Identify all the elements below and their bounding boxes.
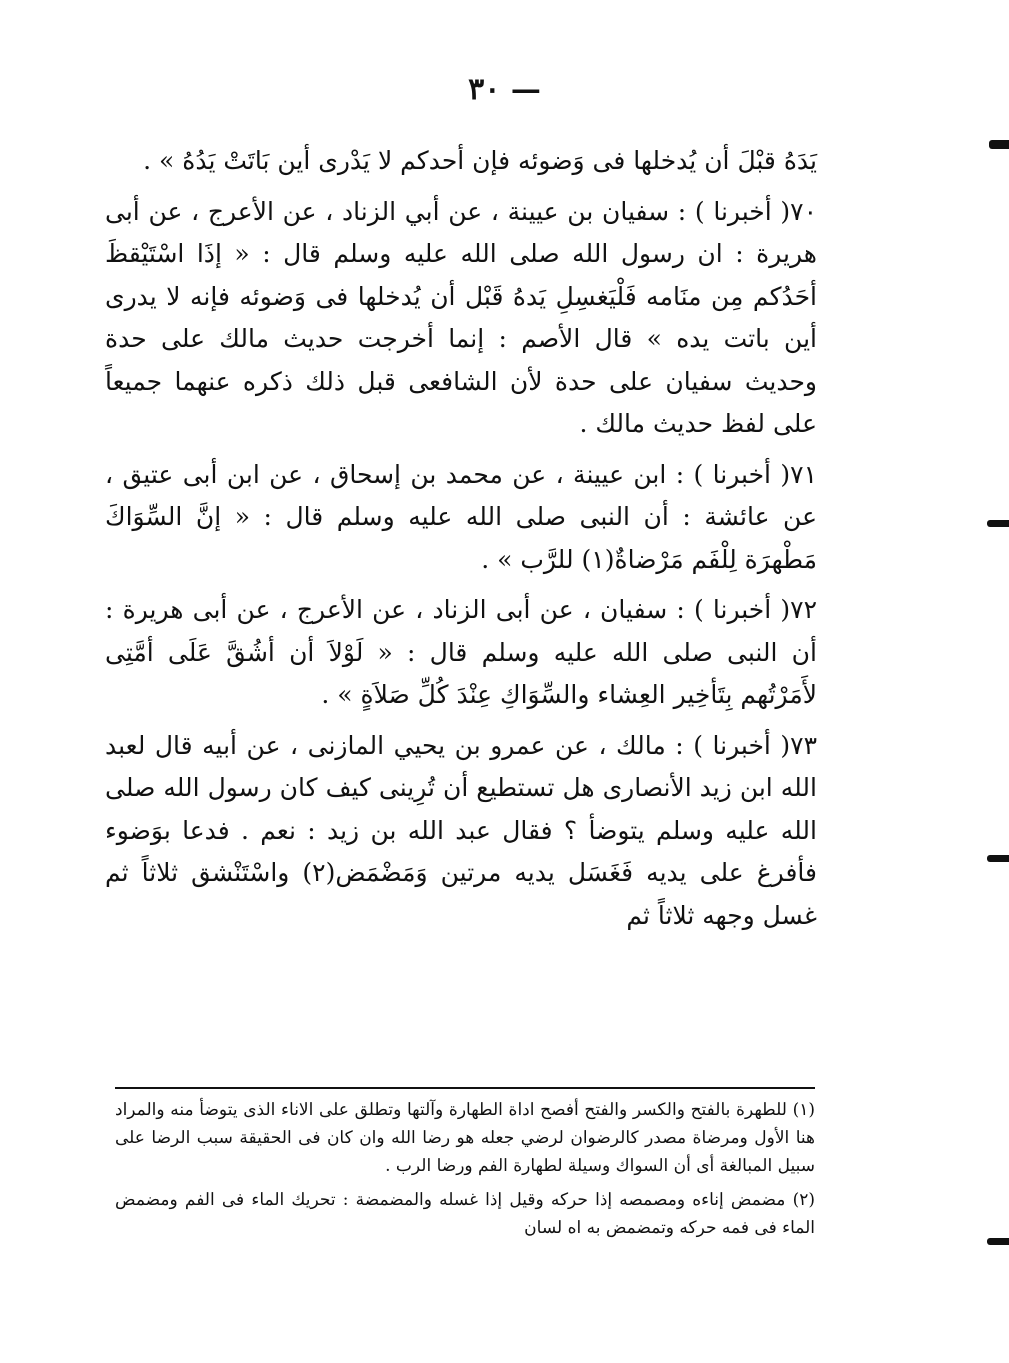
margin-mark <box>987 855 1009 862</box>
hadith-72: ٧٢( أخبرنا ) : سفيان ، عن أبى الزناد ، عن الأعرج ، عن أبى هريرة : أن النبى صلى الله عليه وسلم قال : « لَوْلاَ أن أشُقَّ عَلَى أمَّتِى لأَمَرْتُهم بِتَأخِير العِشاء والسِّوَاكِ عِنْدَ كُلِّ صَلاَةٍ » . <box>105 595 817 709</box>
margin-mark <box>987 520 1009 527</box>
footnote-divider <box>115 1087 815 1089</box>
hadith-71: ٧١( أخبرنا ) : ابن عيينة ، عن محمد بن إسحاق ، عن ابن أبى عتيق ، عن عائشة : أن النبى صلى الله عليه وسلم قال : « إنَّ السِّوَاكَ مَطْهرَة لِلْفَم مَرْضاةٌ(١) للرَّب » . <box>105 459 817 574</box>
margin-mark <box>987 1238 1009 1245</box>
page-number: — ٣٠ <box>468 72 541 107</box>
footnotes <box>115 1096 815 1248</box>
hadith-73: ٧٣( أخبرنا ) : مالك ، عن عمرو بن يحيي المازنى ، عن أبيه قال لعبد الله ابن زيد الأنصارى هل تستطيع أن تُرِينى كيف كان رسول الله صلى الله عليه وسلم يتوضأ ؟ فقال عبد الله بن زيد : نعم . فدعا بوَضوء فأفرغ على يديه فَغَسَل يديه مرتين وَمَضْمَض(٢) واسْتَنْشق ثلاثاً ثم غسل وجهه ثلاثاً ثم <box>105 730 817 930</box>
footnote-2: (٢) مضمض إناءه ومصمصه إذا حركه وقيل إذا غسله والمضمضة : تحريك الماء فى الفم ومضمض الماء فى فمه حركه وتمضمض به اه لسان <box>115 1190 815 1239</box>
main-text <box>105 140 817 945</box>
hadith-70: ٧٠( أخبرنا ) : سفيان بن عيينة ، عن أبي الزناد ، عن الأعرج ، عن أبى هريرة : ان رسول الله صلى الله عليه وسلم قال : « إذَا اسْتَيْقظَ أحَدُكم مِن منَامه فَلْيَغسِلِ يَدهُ قَبْل أن يُدخلها فى وَضوئه فإنه لا يدرى أين باتت يده » قال الأصم : إنما أخرجت حديث مالك على حدة وحديث سفيان على حدة لأن الشافعى قبل ذلك ذكره عنهما جميعاً على لفظ حديث مالك . <box>105 196 817 438</box>
footnote-1: (١) للطهرة بالفتح والكسر والفتح أفصح اداة الطهارة وآلتها وتطلق على الاناء الذى يتوضأ منه والمراد هنا الأول ومرضاة مصدر كالرضوان لرضي جعله هو رضا الله وان كان فى الحقيقة سبب الرضا على سبيل المبالغة أى أن السواك وسيلة لطهارة الفم ورضا الرب . <box>115 1100 815 1177</box>
paragraph-continuation: يَدَهُ قبْلَ أن يُدخلها فى وَضوئه فإن أحدكم لا يَدْرى أين بَاتَتْ يَدُهُ » . <box>143 146 817 175</box>
margin-mark <box>989 140 1009 149</box>
